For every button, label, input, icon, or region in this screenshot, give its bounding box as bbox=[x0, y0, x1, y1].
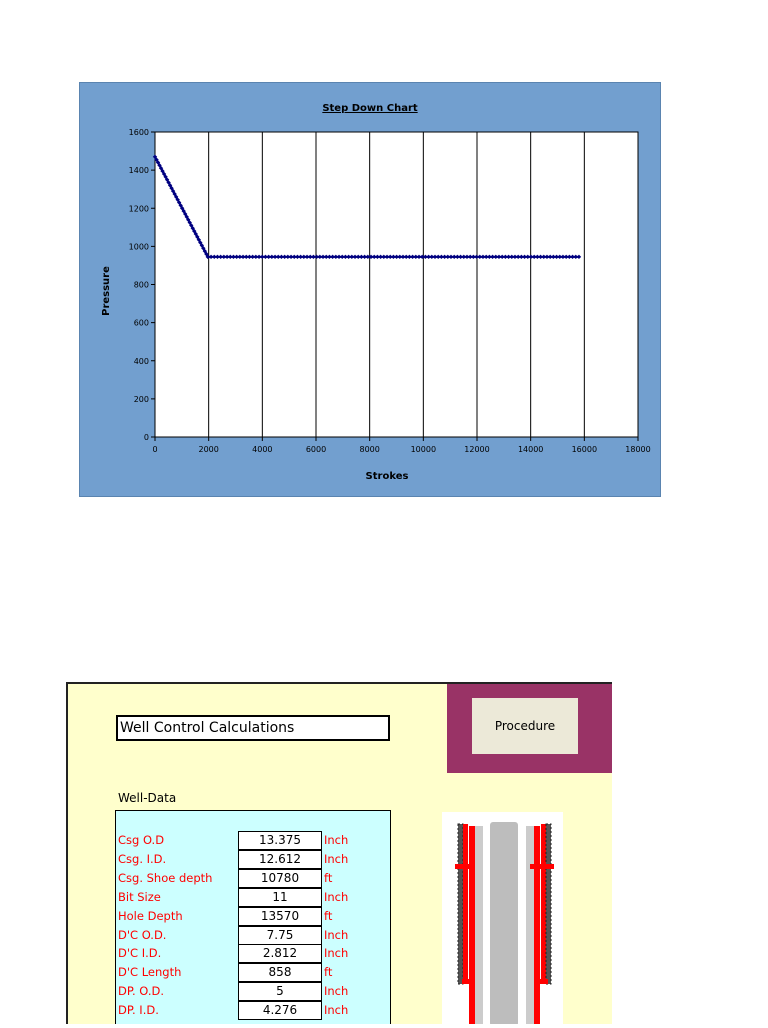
y-axis-label: Pressure bbox=[101, 266, 112, 316]
row-unit: ft bbox=[324, 870, 333, 885]
row-label: Csg. Shoe depth bbox=[118, 870, 213, 885]
row-label: D'C O.D. bbox=[118, 927, 167, 942]
row-value-input[interactable]: 858 bbox=[238, 963, 322, 982]
y-tick-label: 1600 bbox=[128, 128, 149, 137]
x-tick-label: 10000 bbox=[410, 445, 437, 454]
plot-area bbox=[155, 132, 638, 437]
y-tick-label: 800 bbox=[133, 280, 149, 290]
y-tick-label: 1000 bbox=[128, 242, 149, 252]
row-value-input[interactable]: 13.375 bbox=[238, 831, 322, 850]
row-label: Csg. I.D. bbox=[118, 851, 167, 866]
x-tick-label: 16000 bbox=[571, 445, 598, 454]
row-unit: Inch bbox=[324, 927, 349, 942]
row-unit: Inch bbox=[324, 984, 349, 999]
well-data-row bbox=[118, 982, 378, 1001]
well-data-row bbox=[118, 963, 378, 982]
x-tick-label: 2000 bbox=[198, 445, 219, 454]
well-data-row bbox=[118, 831, 378, 850]
row-value-input[interactable]: 10780 bbox=[238, 869, 322, 888]
procedure-button[interactable]: Procedure bbox=[472, 698, 578, 754]
row-label: D'C I.D. bbox=[118, 946, 162, 961]
row-label: Csg O.D bbox=[118, 833, 165, 847]
y-tick-label: 1400 bbox=[128, 166, 149, 176]
row-unit: ft bbox=[324, 965, 333, 980]
row-value-input[interactable]: 12.612 bbox=[238, 850, 322, 869]
well-data-label: Well-Data bbox=[118, 791, 177, 805]
x-tick-label: 6000 bbox=[305, 445, 327, 454]
row-unit: Inch bbox=[324, 833, 349, 847]
row-unit: Inch bbox=[324, 946, 349, 961]
x-tick-label: 14000 bbox=[517, 445, 544, 454]
row-unit: Inch bbox=[324, 1003, 349, 1018]
y-tick-label: 400 bbox=[133, 356, 149, 366]
chart-svg bbox=[80, 83, 662, 498]
row-label: Hole Depth bbox=[118, 908, 183, 923]
chart-title: Step Down Chart bbox=[322, 103, 418, 114]
x-tick-label: 0 bbox=[152, 445, 158, 454]
x-tick-label: 8000 bbox=[359, 445, 380, 454]
x-tick-label: 12000 bbox=[464, 445, 490, 454]
x-tick-label: 4000 bbox=[252, 445, 273, 454]
well-data-row bbox=[118, 907, 378, 926]
row-value-input[interactable]: 13570 bbox=[238, 907, 322, 926]
row-value-input[interactable]: 5 bbox=[238, 982, 322, 1001]
y-tick-label: 200 bbox=[133, 394, 149, 404]
y-tick-label: 1200 bbox=[128, 204, 149, 214]
well-data-row bbox=[118, 850, 378, 869]
row-value-input[interactable]: 4.276 bbox=[238, 1001, 322, 1020]
x-tick-label: 18000 bbox=[625, 445, 651, 454]
y-tick-label: 600 bbox=[133, 318, 149, 328]
row-label: DP. I.D. bbox=[118, 1003, 159, 1018]
row-value-input[interactable]: 7.75 bbox=[238, 926, 322, 945]
well-data-row bbox=[118, 944, 378, 963]
row-unit: ft bbox=[324, 908, 333, 923]
sheet-title[interactable]: Well Control Calculations bbox=[116, 715, 390, 741]
y-tick-label: 0 bbox=[143, 433, 149, 442]
step-down-chart bbox=[79, 82, 661, 497]
well-data-row bbox=[118, 869, 378, 888]
wellbore-diagram-icon bbox=[442, 812, 563, 1024]
well-data-row bbox=[118, 926, 378, 945]
x-axis-label: Strokes bbox=[365, 471, 409, 482]
well-data-row bbox=[118, 1001, 378, 1020]
row-unit: Inch bbox=[324, 851, 349, 866]
well-data-row bbox=[118, 888, 378, 907]
row-unit: Inch bbox=[324, 889, 349, 904]
row-label: DP. O.D. bbox=[118, 984, 165, 999]
row-value-input[interactable]: 2.812 bbox=[238, 944, 322, 963]
row-label: Bit Size bbox=[118, 889, 161, 904]
row-label: D'C Length bbox=[118, 965, 182, 980]
row-value-input[interactable]: 11 bbox=[238, 888, 322, 907]
